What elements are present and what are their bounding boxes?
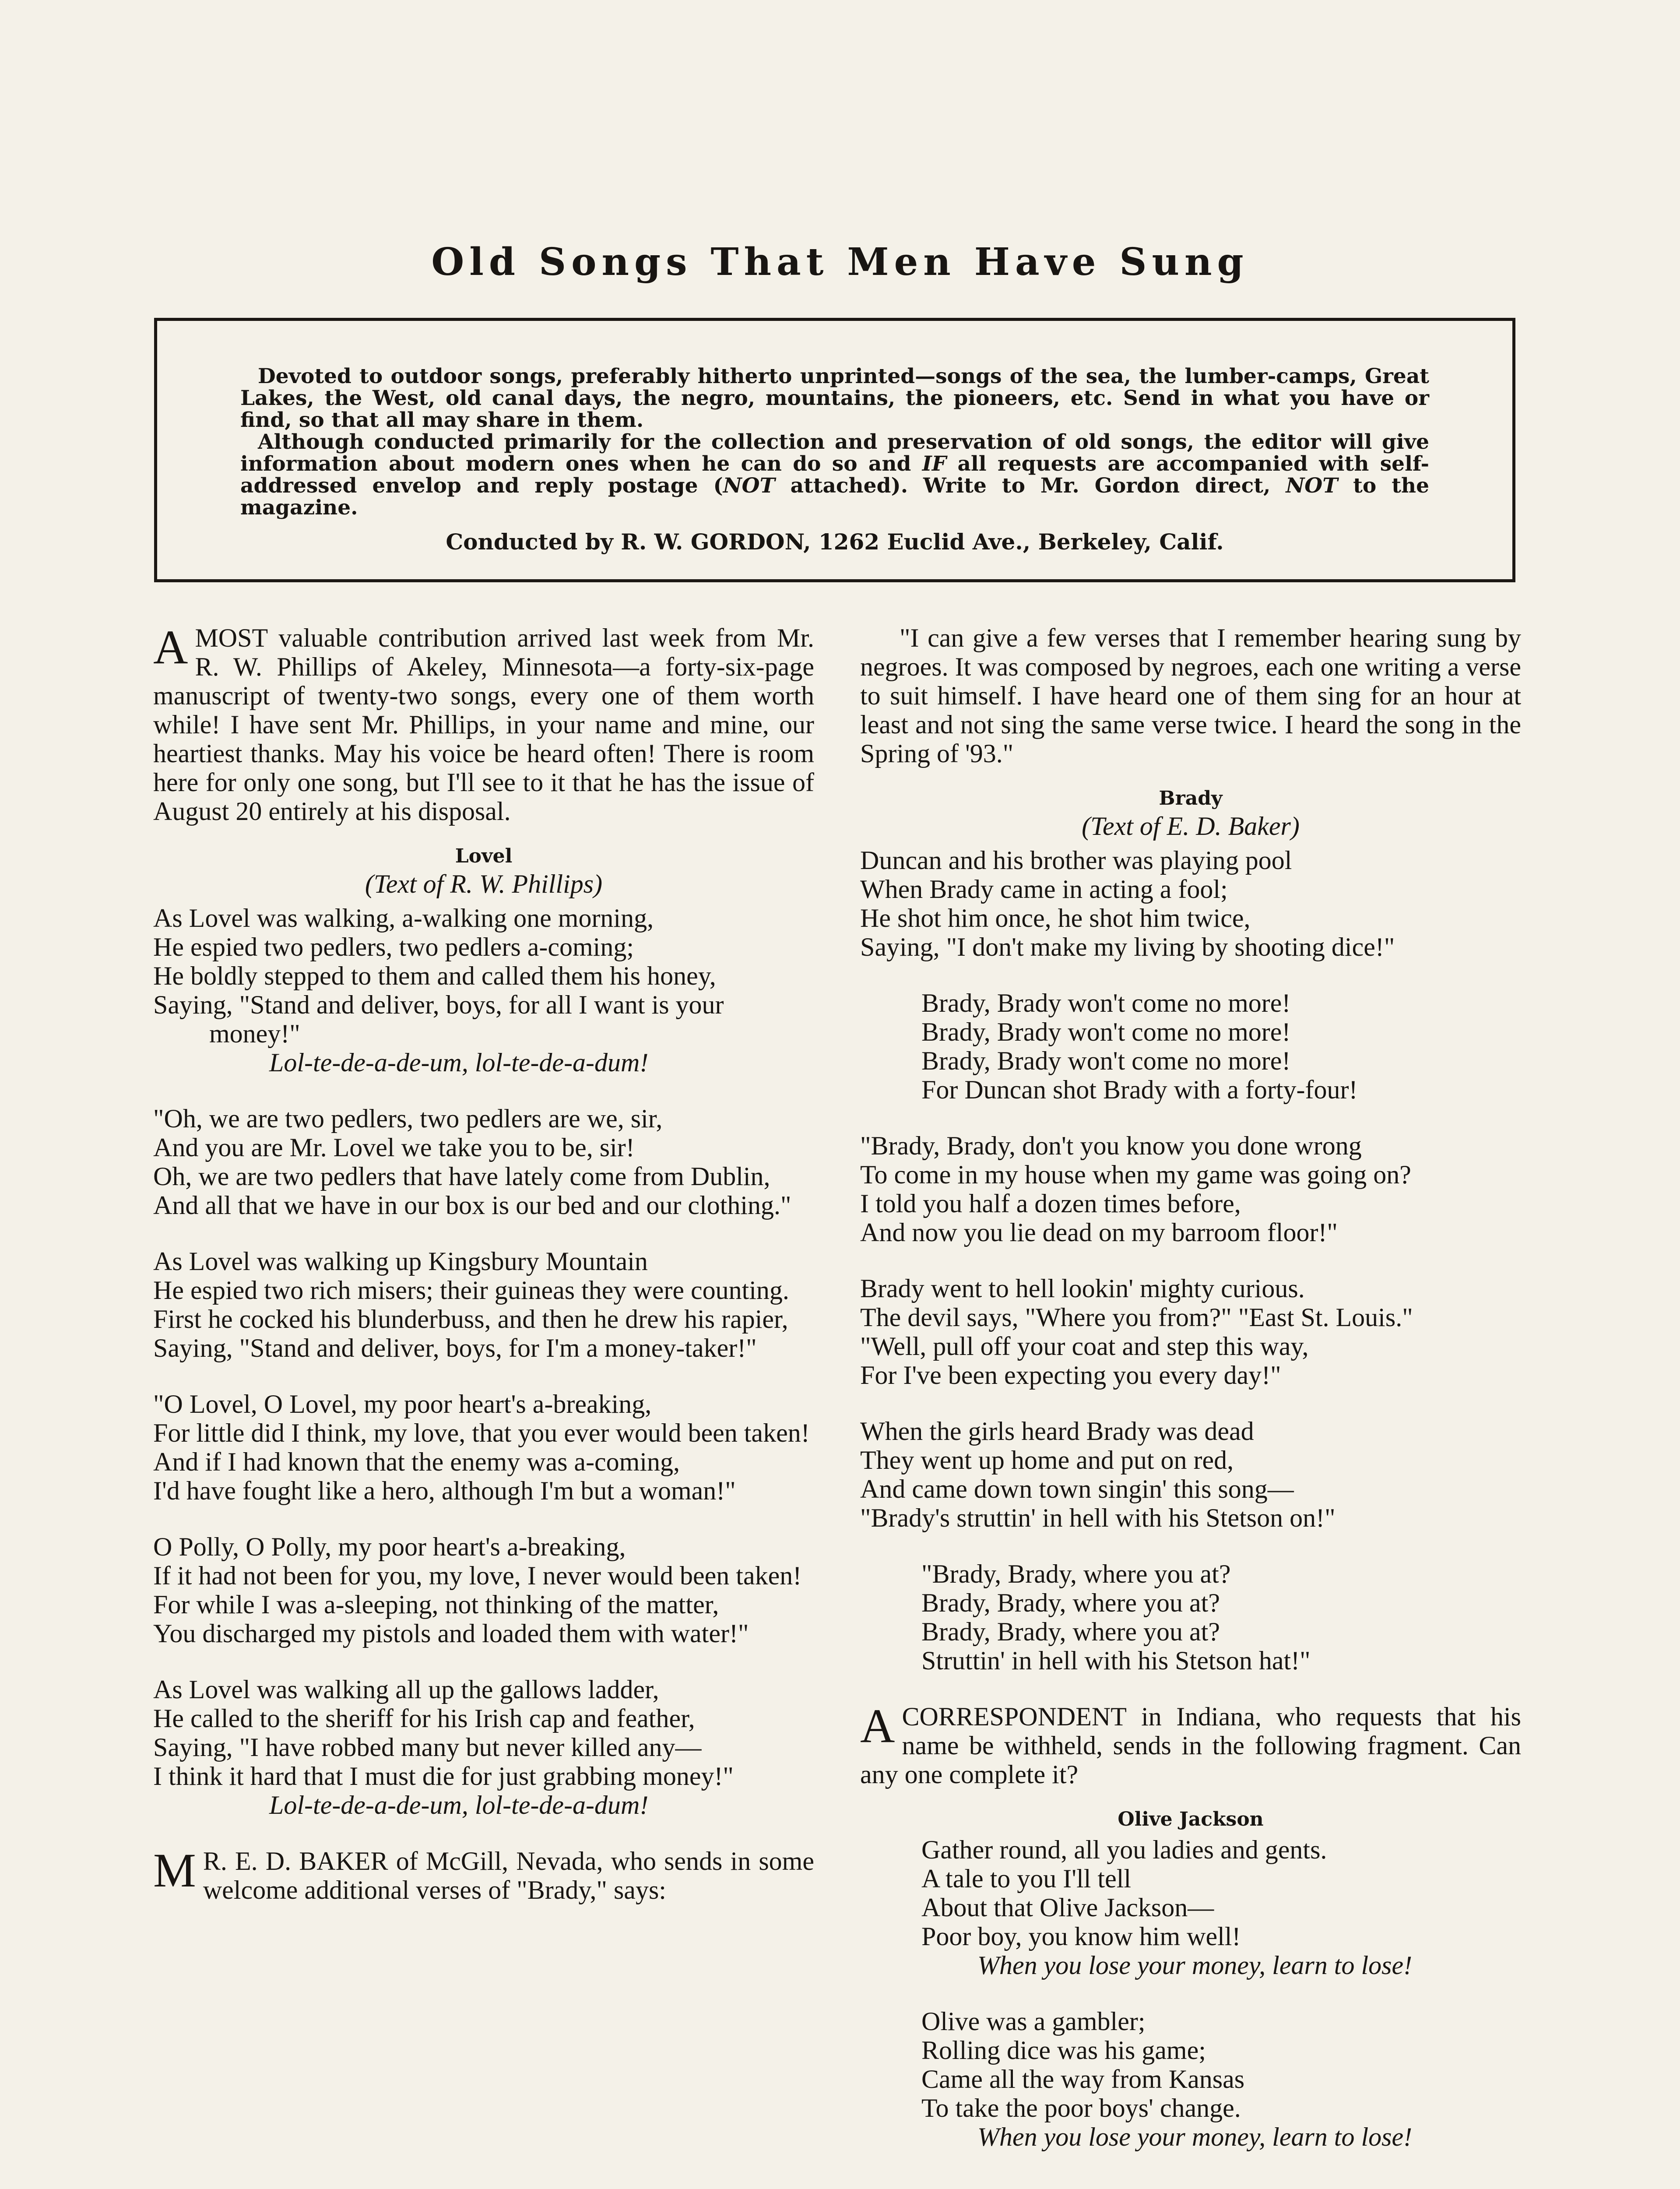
- stanza: Brady went to hell lookin' mighty curious. The devil says, "Where you from?" "East St. Louis." "Well, pull off your coat and step this way, For I've been expecting you every day!": [860, 1274, 1413, 1390]
- chorus: Brady, Brady won't come no more! Brady, Brady won't come no more! Brady, Brady won't come no more! For Duncan shot Brady with a forty-four!: [921, 989, 1358, 1104]
- stanza: O Polly, O Polly, my poor heart's a-breaking, If it had not been for you, my love, I never would been taken! For while I was a-sleeping, not thinking of the matter, You discharged my pistols and loaded them with water!": [153, 1532, 802, 1648]
- refrain-line: Lol-te-de-a-de-um, lol-te-de-a-dum!: [269, 1791, 649, 1819]
- refrain-line: Lol-te-de-a-de-um, lol-te-de-a-dum!: [269, 1048, 649, 1077]
- drop-cap: M: [153, 1844, 196, 1897]
- song-title-olive-jackson: Olive Jackson: [1118, 1808, 1264, 1830]
- notice-paragraph-1: Devoted to outdoor songs, preferably hitherto unprinted—songs of the sea, the lumber-camps, Great Lakes, the West, old canal days, the negro, mountains, the pioneers, etc. Send in what you have or find, so that all may share in them.: [240, 364, 1429, 432]
- stanza: Duncan and his brother was playing pool When Brady came in acting a fool; He shot him once, he shot him twice, Saying, "I don't make my living by shooting dice!": [860, 846, 1395, 961]
- stanza: "Oh, we are two pedlers, two pedlers are we, sir, And you are Mr. Lovel we take you to be, sir! Oh, we are two pedlers that have lately come from Dublin, And all that we have in our box is our bed and our clothing.": [153, 1104, 791, 1220]
- conducted-by: Conducted by R. W. GORDON, 1262 Euclid Ave., Berkeley, Calif.: [446, 529, 1224, 555]
- drop-cap: A: [153, 620, 188, 674]
- page-title: Old Songs That Men Have Sung: [431, 240, 1249, 284]
- stanza: Olive was a gambler; Rolling dice was his game; Came all the way from Kansas To take the poor boys' change. When you lose your money, learn to lose!: [860, 2007, 1521, 2151]
- stanza: When the girls heard Brady was dead They went up home and put on red, And came down town singin' this song— "Brady's struttin' in hell with his Stetson on!": [860, 1417, 1336, 1532]
- stanza: "O Lovel, O Lovel, my poor heart's a-breaking, For little did I think, my love, that you ever would been taken! And if I had known that the enemy was a-coming, I'd have fought like a hero, although I'm but a woman!": [153, 1390, 810, 1505]
- chorus: "Brady, Brady, where you at? Brady, Brady, where you at? Brady, Brady, where you at? Struttin' in hell with his Stetson hat!": [921, 1559, 1311, 1675]
- stanza: As Lovel was walking up Kingsbury Mountain He espied two rich misers; their guineas they were counting. First he cocked his blunderbuss, and then he drew his rapier, Saying, "Stand and deliver, boys, for I'm a money-taker!": [153, 1247, 789, 1362]
- left-column: [153, 620, 814, 1904]
- stanza: As Lovel was walking, a-walking one morning, He espied two pedlers, two pedlers a-coming; He boldly stepped to them and called them his honey, Saying, "Stand and deliver, boys, for all I want is your money!" Lol-te-de-a-de-um, lol-te-de-a-dum!: [153, 904, 814, 1077]
- baker-paragraph: M R. E. D. BAKER of McGill, Nevada, who sends in some welcome additional verses of "Brady," says:: [153, 1844, 814, 1904]
- right-column: [860, 623, 1521, 2151]
- stanza: "Brady, Brady, don't you know you done wrong To come in my house when my game was going on? I told you half a dozen times before, And now you lie dead on my barroom floor!": [860, 1131, 1411, 1247]
- refrain-line: When you lose your money, learn to lose!: [977, 1951, 1413, 1980]
- notice-paragraph-2: Although conducted primarily for the collection and preservation of old songs, the editor will give information about modern ones when he can do so and IF all requests are accompanied with self-addressed envelop and reply postage (NOT attached). Write to Mr. Gordon direct, NOT to the magazine.: [240, 430, 1429, 520]
- song-title-brady: Brady: [1159, 787, 1223, 809]
- song-credit: (Text of E. D. Baker): [1082, 812, 1300, 841]
- baker-quote: "I can give a few verses that I remember hearing sung by negroes. It was composed by negroes, each one writing a verse to suit himself. I have heard one of them sing for an hour at least and not sing the same verse twice. I heard the song in the Spring of '93.": [860, 623, 1521, 768]
- intro-paragraph: AMOST valuable contribution arrived last week from Mr. R. W. Phillips of Akeley, Minnesota—a forty-six-page manuscript of twenty-two songs, every one of them worth while! I have sent Mr. Phillips, in your name and mine, our heartiest thanks. May his voice be heard often! There is room here for only one song, but I'll see to it that he has the issue of August 20 entirely at his disposal.: [153, 620, 814, 826]
- drop-cap: A: [860, 1699, 895, 1753]
- correspondent-paragraph: ACORRESPONDENT in Indiana, who requests that his name be withheld, sends in the following fragment. Can any one complete it?: [860, 1699, 1521, 1789]
- song-credit: (Text of R. W. Phillips): [365, 869, 603, 898]
- stanza: As Lovel was walking all up the gallows ladder, He called to the sheriff for his Irish cap and feather, Saying, "I have robbed many but never killed any— I think it hard that I must die for just grabbing money!" Lol-te-de-a-de-um, lol-te-de-a-dum!: [153, 1675, 814, 1819]
- department-notice-box: [154, 318, 1515, 582]
- song-title-lovel: Lovel: [455, 845, 513, 867]
- refrain-line: When you lose your money, learn to lose!: [977, 2122, 1413, 2151]
- stanza: Gather round, all you ladies and gents. A tale to you I'll tell About that Olive Jackson— Poor boy, you know him well! When you lose your money, learn to lose!: [860, 1835, 1521, 1980]
